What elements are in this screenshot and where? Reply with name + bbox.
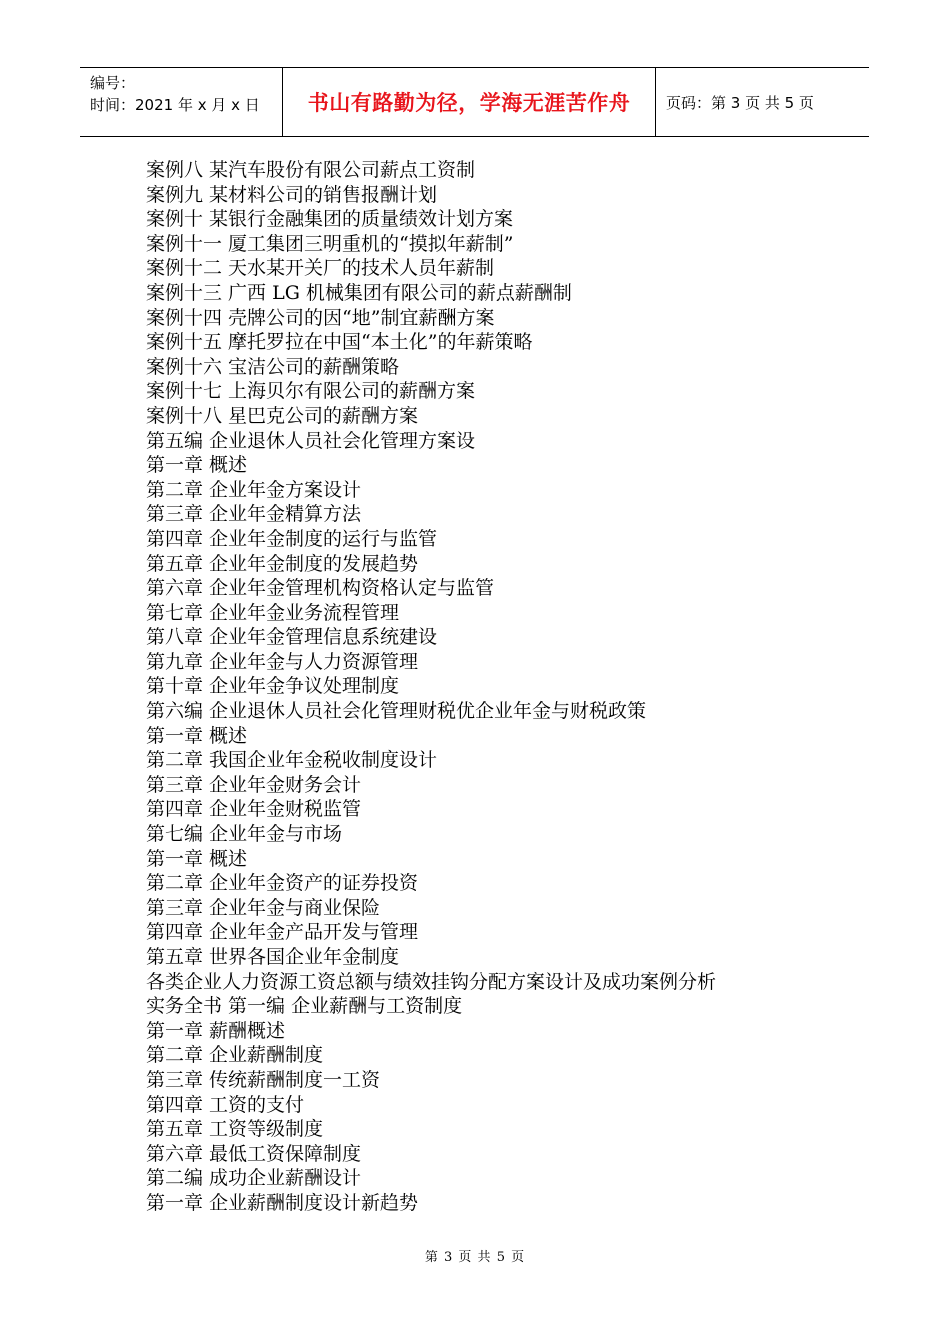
toc-line: 第七章 企业年金业务流程管理 xyxy=(146,601,400,624)
toc-line: 第五章 世界各国企业年金制度 xyxy=(146,946,400,968)
toc-line: 第三章 传统薪酬制度一工资 xyxy=(146,1068,381,1091)
document-body xyxy=(146,158,866,1216)
toc-line: 案例十四 壳牌公司的因“地”制宜薪酬方案 xyxy=(146,306,495,329)
toc-line: 第一章 概述 xyxy=(146,454,248,477)
toc-line: 第二章 企业年金方案设计 xyxy=(146,478,362,501)
code-label: 编号： xyxy=(90,74,136,92)
toc-line: 第一章 薪酬概述 xyxy=(146,1019,286,1042)
toc-line: 第四章 企业年金制度的运行与监管 xyxy=(146,527,438,550)
toc-line: 案例十一 厦工集团三明重机的“摸拟年薪制” xyxy=(146,232,514,255)
toc-line: 第六编 企业退休人员社会化管理财税优企业年金与财税政策 xyxy=(146,700,647,723)
toc-line: 第五章 企业年金制度的发展趋势 xyxy=(146,552,419,575)
toc-line: 各类企业人力资源工资总额与绩效挂钩分配方案设计及成功案例分析 xyxy=(146,970,717,993)
toc-line: 第三章 企业年金财务会计 xyxy=(146,773,362,796)
toc-line: 第二章 我国企业年金税收制度设计 xyxy=(146,749,438,772)
toc-line: 第一章 概述 xyxy=(146,724,248,747)
toc-line: 案例十三 广西 LG 机械集团有限公司的薪点薪酬制 xyxy=(146,281,572,304)
toc-line: 案例十七 上海贝尔有限公司的薪酬方案 xyxy=(146,380,476,403)
toc-line: 第三章 企业年金精算方法 xyxy=(146,503,362,526)
toc-line: 第一章 概述 xyxy=(146,847,248,870)
toc-line: 第二章 企业薪酬制度 xyxy=(146,1044,324,1067)
toc-line: 第五章 工资等级制度 xyxy=(146,1118,324,1141)
toc-line: 第六章 最低工资保障制度 xyxy=(146,1142,362,1165)
toc-line: 实务全书 第一编 企业薪酬与工资制度 xyxy=(146,995,463,1018)
header-motto: 书山有路勤为径，学海无涯苦作舟 xyxy=(283,68,656,136)
toc-line: 案例十五 摩托罗拉在中国“本土化”的年薪策略 xyxy=(146,331,533,354)
header-meta xyxy=(80,68,283,136)
toc-line: 案例九 某材料公司的销售报酬计划 xyxy=(146,183,438,206)
toc-line: 案例十 某银行金融集团的质量绩效计划方案 xyxy=(146,208,514,231)
page-footer: 第 3 页 共 5 页 xyxy=(424,1250,526,1265)
page-header xyxy=(80,67,869,137)
toc-line: 第四章 工资的支付 xyxy=(146,1093,305,1116)
toc-line: 案例十六 宝洁公司的薪酬策略 xyxy=(146,355,400,378)
toc-line: 第四章 企业年金财税监管 xyxy=(146,798,362,821)
time-label: 时间：2021 年 x 月 x 日 xyxy=(90,96,260,114)
toc-line: 案例十八 星巴克公司的薪酬方案 xyxy=(146,404,419,427)
toc-line: 第一章 企业薪酬制度设计新趋势 xyxy=(146,1191,419,1214)
toc-line: 第六章 企业年金管理机构资格认定与监管 xyxy=(146,577,495,600)
toc-line: 第五编 企业退休人员社会化管理方案设 xyxy=(146,429,476,452)
toc-line: 第八章 企业年金管理信息系统建设 xyxy=(146,626,438,649)
toc-line: 案例十二 天水某开关厂的技术人员年薪制 xyxy=(146,257,495,280)
toc-line: 第七编 企业年金与市场 xyxy=(146,823,343,846)
toc-line: 第二章 企业年金资产的证券投资 xyxy=(146,872,419,895)
toc-line: 第九章 企业年金与人力资源管理 xyxy=(146,650,419,673)
toc-line: 第十章 企业年金争议处理制度 xyxy=(146,675,400,698)
toc-line: 第二编 成功企业薪酬设计 xyxy=(146,1167,362,1190)
toc-line: 案例八 某汽车股份有限公司薪点工资制 xyxy=(146,159,476,181)
header-page-info: 页码：第 3 页 共 5 页 xyxy=(666,93,814,112)
toc-line: 第三章 企业年金与商业保险 xyxy=(146,896,381,919)
toc-line: 第四章 企业年金产品开发与管理 xyxy=(146,921,419,944)
